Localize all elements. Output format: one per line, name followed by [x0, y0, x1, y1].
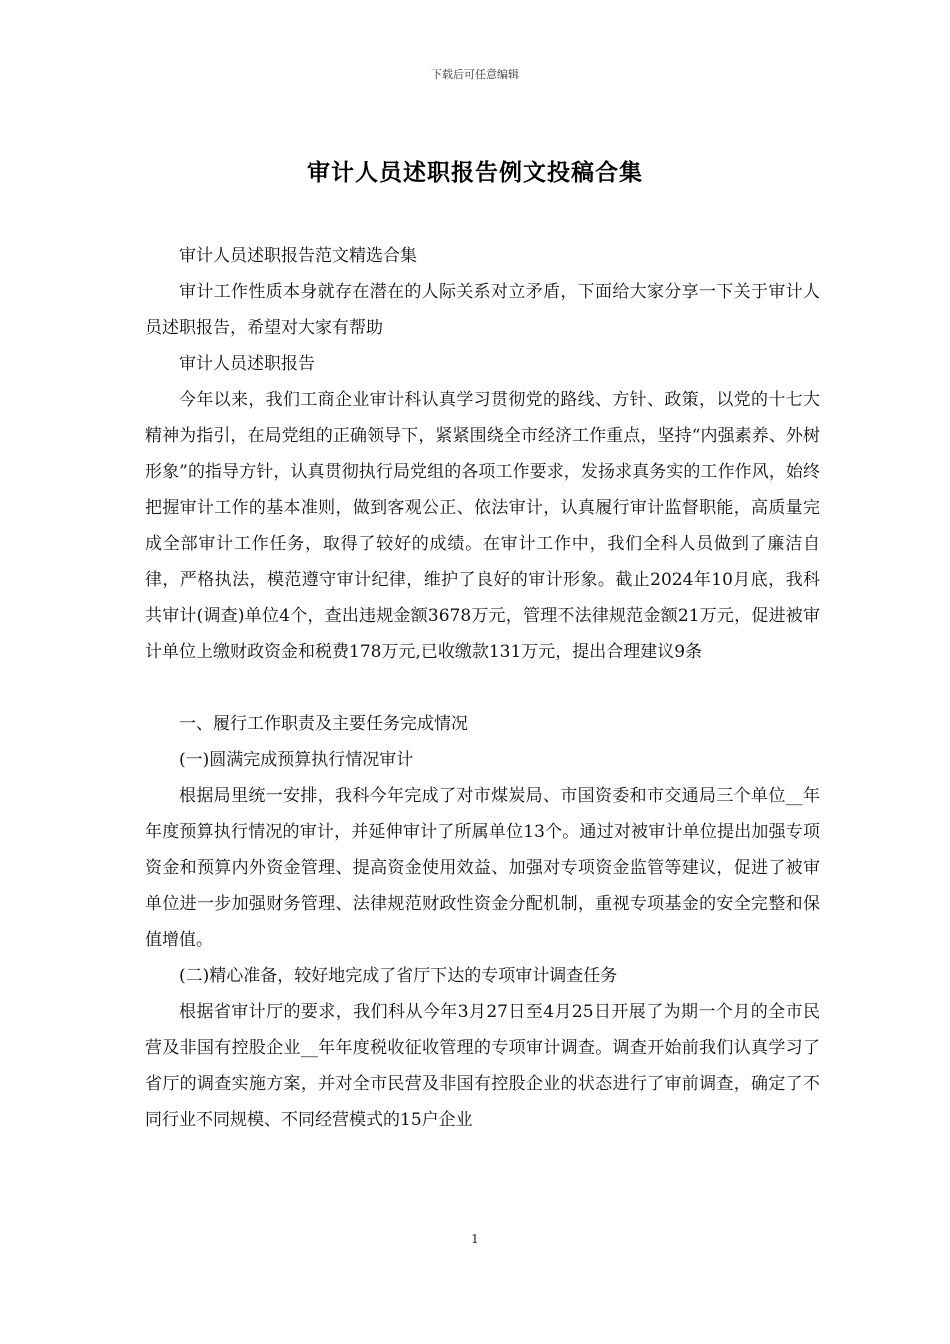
- subsection-heading: (一)圆满完成预算执行情况审计: [179, 750, 414, 770]
- section-heading: 一、履行工作职责及主要任务完成情况: [179, 714, 468, 734]
- subsection-heading: (二)精心准备，较好地完成了省厅下达的专项审计调查任务: [179, 966, 618, 986]
- document-body: [145, 238, 820, 1138]
- paragraph-spacer: [145, 670, 820, 706]
- paragraph-subtitle: 审计人员述职报告范文精选合集: [179, 246, 417, 266]
- paragraph-intro: 审计工作性质本身就存在潜在的人际关系对立矛盾，下面给大家分享一下关于审计人员述职报告，希望对大家有帮助: [145, 282, 820, 338]
- page-number: 1: [471, 1232, 479, 1246]
- paragraph-body: 今年以来，我们工商企业审计科认真学习贯彻党的路线、方针、政策，以党的十七大精神为指引，在局党组的正确领导下，紧紧围绕全市经济工作重点，坚持“内强素养、外树形象”的指导方针，认真贯彻执行局党组的各项工作要求，发扬求真务实的工作作风，始终把握审计工作的基本准则，做到客观公正、依法审计，认真履行审计监督职能，高质量完成全部审计工作任务，取得了较好的成绩。在审计工作中，我们全科人员做到了廉洁自律，严格执法，模范遵守审计纪律，维护了良好的审计形象。截止2024年10月底，我科共审计(调查)单位4个，查出违规金额3678万元，管理不法律规范金额21万元，促进被审计单位上缴财政资金和税费178万元,已收缴款131万元，提出合理建议9条: [145, 390, 820, 662]
- header-note: 下载后可任意编辑: [431, 68, 519, 81]
- paragraph-heading: 审计人员述职报告: [179, 354, 315, 374]
- paragraph-body: 根据省审计厅的要求，我们科从今年3月27日至4月25日开展了为期一个月的全市民营及非国有控股企业__年年度税收征收管理的专项审计调查。调查开始前我们认真学习了省厅的调查实施方案，并对全市民营及非国有控股企业的状态进行了审前调查，确定了不同行业不同规模、不同经营模式的15户企业: [145, 1002, 820, 1130]
- paragraph-body: 根据局里统一安排，我科今年完成了对市煤炭局、市国资委和市交通局三个单位__年年度预算执行情况的审计，并延伸审计了所属单位13个。通过对被审计单位提出加强专项资金和预算内外资金管理、提高资金使用效益、加强对专项资金监管等建议，促进了被审单位进一步加强财务管理、法律规范财政性资金分配机制，重视专项基金的安全完整和保值增值。: [145, 786, 820, 950]
- document-title: 审计人员述职报告例文投稿合集: [307, 159, 643, 186]
